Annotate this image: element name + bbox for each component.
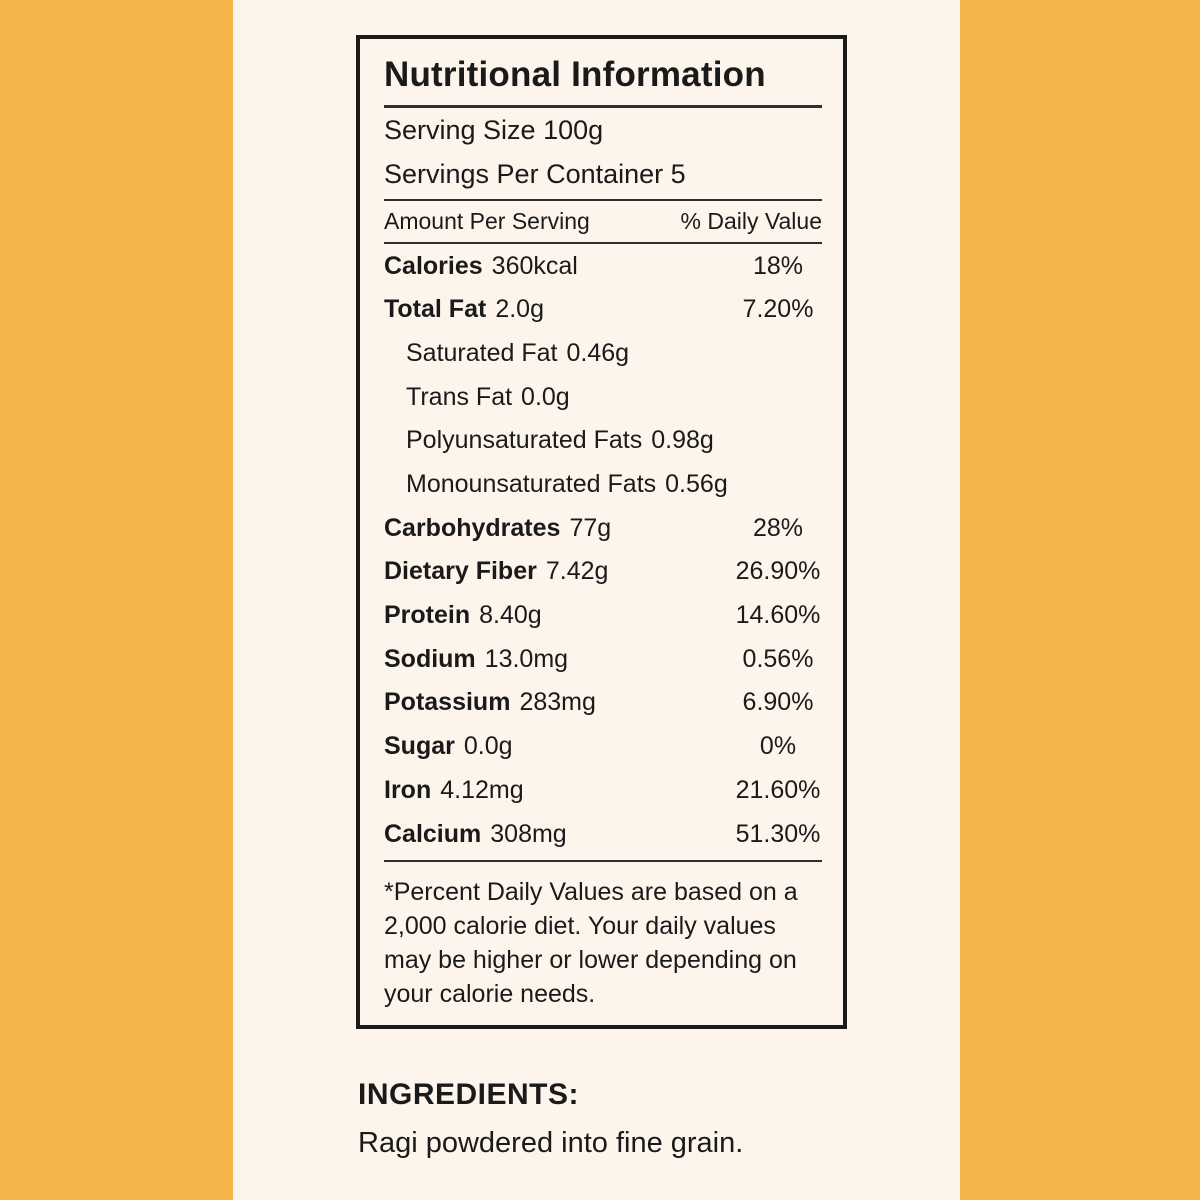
nutrient-amount: 0.46g	[566, 338, 630, 367]
nutrient-name: Protein	[384, 601, 471, 630]
nutrient-daily-value: 6.90%	[742, 688, 814, 717]
nutrient-amount: 13.0mg	[484, 644, 569, 673]
nutrient-daily-value: 51.30%	[735, 819, 821, 848]
nutrient-name: Sodium	[384, 644, 476, 673]
nutrition-label	[356, 35, 847, 1029]
divider	[384, 860, 822, 862]
nutrient-daily-value: 0%	[759, 732, 797, 761]
nutrient-name: Polyunsaturated Fats	[406, 426, 643, 455]
nutrient-amount: 308mg	[490, 819, 567, 848]
nutrient-daily-value: 26.90%	[735, 557, 821, 586]
nutrient-amount: 8.40g	[479, 601, 542, 630]
center-panel	[233, 0, 960, 1200]
ingredients-section	[358, 1078, 918, 1160]
nutrient-amount: 360kcal	[491, 251, 578, 280]
nutrient-row	[384, 681, 822, 725]
nutrient-rows	[384, 244, 822, 856]
nutrient-row	[384, 244, 822, 288]
nutrient-row	[384, 725, 822, 769]
nutrient-row	[384, 375, 822, 419]
nutrient-amount: 0.0g	[463, 732, 513, 761]
nutrient-daily-value: 21.60%	[735, 775, 821, 804]
ingredients-heading: INGREDIENTS:	[358, 1078, 580, 1111]
serving-size-line: Serving Size 100g	[384, 115, 604, 146]
nutrient-name: Sugar	[384, 732, 455, 761]
daily-value-footnote: *Percent Daily Values are based on a 2,000 calorie diet. Your daily values may be higher or lower depending on your calorie needs.	[384, 877, 798, 1008]
daily-value-header: % Daily Value	[680, 208, 822, 235]
nutrient-name: Trans Fat	[406, 382, 513, 411]
nutrient-amount: 77g	[569, 513, 612, 542]
nutrient-daily-value: 18%	[752, 251, 804, 280]
nutrient-name: Saturated Fat	[406, 338, 558, 367]
nutrient-row	[384, 506, 822, 550]
nutrient-name: Calcium	[384, 819, 482, 848]
nutrient-daily-value: 14.60%	[735, 601, 821, 630]
nutrient-daily-value: 28%	[752, 513, 804, 542]
label-title: Nutritional Information	[384, 55, 822, 108]
nutrient-name: Dietary Fiber	[384, 557, 537, 586]
nutrient-row	[384, 550, 822, 594]
amount-per-serving-header: Amount Per Serving	[384, 208, 590, 235]
nutrient-name: Calories	[384, 251, 483, 280]
nutrient-amount: 283mg	[519, 688, 596, 717]
nutrient-amount: 0.0g	[521, 382, 570, 411]
nutrient-amount: 0.98g	[651, 426, 714, 455]
nutrient-name: Monounsaturated Fats	[406, 470, 657, 499]
ingredients-text: Ragi powdered into fine grain.	[358, 1127, 744, 1159]
nutrient-name: Carbohydrates	[384, 513, 561, 542]
nutrient-daily-value: 7.20%	[742, 295, 814, 324]
nutrient-amount: 7.42g	[545, 557, 609, 586]
servings-per-container-line: Servings Per Container 5	[384, 159, 686, 190]
nutrient-amount: 0.56g	[665, 470, 728, 499]
nutrient-name: Total Fat	[384, 295, 487, 324]
nutrient-amount: 2.0g	[495, 295, 544, 324]
column-header-row	[384, 201, 822, 242]
nutrient-amount: 4.12mg	[440, 775, 524, 804]
nutrient-row	[384, 288, 822, 332]
nutrient-name: Iron	[384, 775, 432, 804]
nutrient-row	[384, 332, 822, 376]
nutrient-row	[384, 812, 822, 856]
nutrient-daily-value: 0.56%	[742, 644, 814, 673]
nutrient-name: Potassium	[384, 688, 511, 717]
nutrient-row	[384, 637, 822, 681]
nutrient-row	[384, 463, 822, 507]
nutrient-row	[384, 594, 822, 638]
nutrient-row	[384, 419, 822, 463]
nutrient-row	[384, 769, 822, 813]
